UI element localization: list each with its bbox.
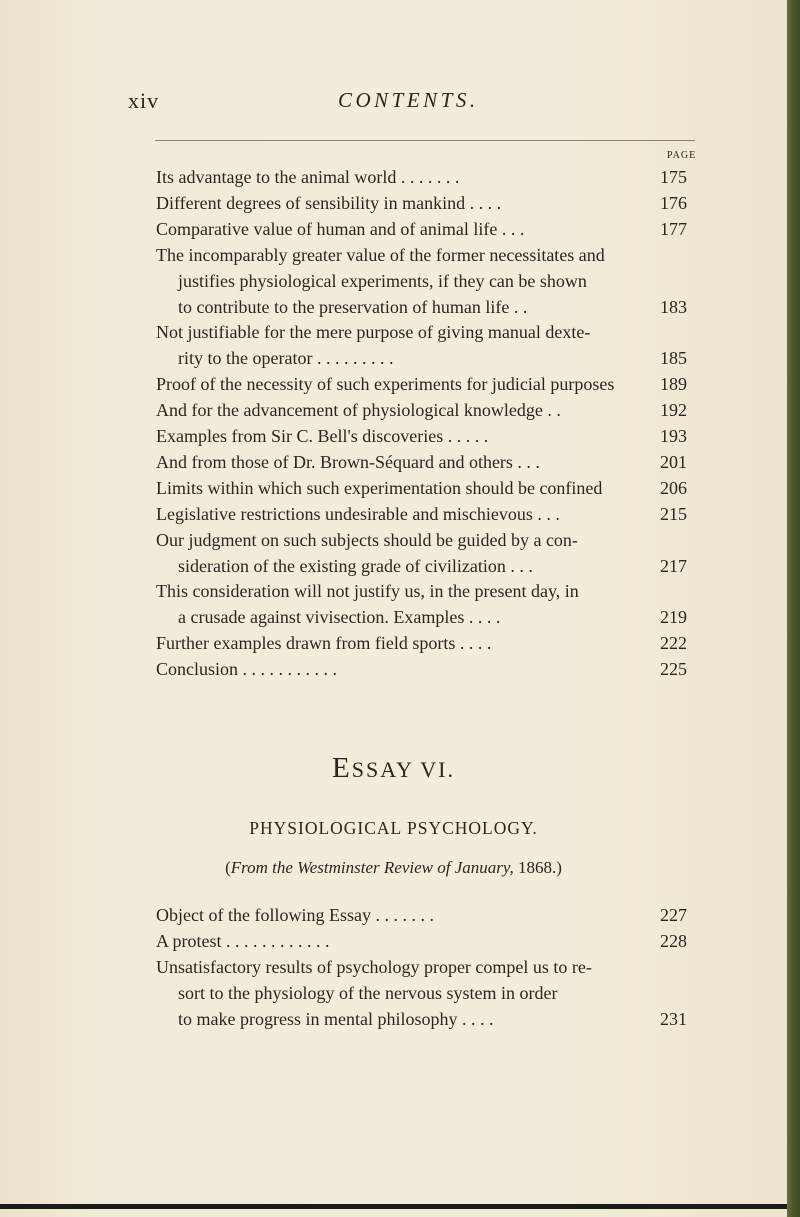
toc-page-number: 228 <box>660 930 687 951</box>
toc-page-number: 193 <box>660 426 687 446</box>
essay-heading-word: E <box>332 752 352 784</box>
toc-entry-text: Legislative restrictions undesirable and mischievous . . . <box>156 503 560 524</box>
toc-entry-text: Examples from Sir C. Bell's discoveries . . . . . <box>156 426 489 446</box>
page-edge-shadow <box>787 0 800 1217</box>
bottom-border <box>0 1204 787 1209</box>
toc-entry-text: Our judgment on such subjects should be guided by a con- <box>156 529 578 550</box>
toc-page-number: 206 <box>660 477 687 498</box>
toc-entry-text: a crusade against vivisection. Examples . . . . <box>178 607 501 628</box>
toc-page-number: 192 <box>660 400 687 421</box>
toc-entry-text: sideration of the existing grade of civilization . . . <box>178 555 533 576</box>
toc-page-number: 177 <box>660 218 687 239</box>
running-title: CONTENTS. <box>338 88 479 112</box>
source-title: From the Westminster Review of January, <box>230 858 514 877</box>
toc-page-number: 175 <box>660 167 687 187</box>
toc-entry-text: to make progress in mental philosophy . . . . <box>178 1008 494 1029</box>
toc-entry-text: Comparative value of human and of animal life . . . <box>156 218 525 239</box>
toc-page-number: 185 <box>660 348 687 369</box>
running-head <box>0 88 787 118</box>
toc-page-number: 219 <box>660 607 687 628</box>
toc-entry-text: A protest . . . . . . . . . . . . <box>156 930 330 951</box>
header-rule <box>155 140 695 141</box>
toc-entry-text: Its advantage to the animal world . . . . . . . <box>156 167 460 187</box>
source-open-paren: ( <box>225 858 231 877</box>
essay-subtitle: PHYSIOLOGICAL PSYCHOLOGY. <box>249 818 538 838</box>
toc-entry-text: And from those of Dr. Brown-Séquard and others . . . <box>156 451 540 472</box>
toc-entry-text: rity to the operator . . . . . . . . . <box>178 348 394 369</box>
toc-entry-text: sort to the physiology of the nervous system in order <box>178 982 558 1003</box>
toc-page-number: 217 <box>660 555 687 576</box>
toc-page-number: 231 <box>660 1008 687 1029</box>
toc-page-number: 176 <box>660 192 687 213</box>
essay-heading-rest: SSAY VI. <box>351 757 455 782</box>
toc-entry-text: The incomparably greater value of the former necessitates and <box>156 244 605 265</box>
toc-page-number: 215 <box>660 503 687 524</box>
page-column-label: PAGE <box>667 150 697 161</box>
toc-page-number: 225 <box>660 659 687 680</box>
essay-heading <box>0 752 787 785</box>
toc-entry-text: Unsatisfactory results of psychology proper compel us to re- <box>156 956 592 977</box>
toc-entry-text: Proof of the necessity of such experiments for judicial purposes <box>156 374 615 395</box>
toc-page-number: 227 <box>660 905 687 925</box>
source-year: 1868.) <box>517 858 562 877</box>
toc-entry-text: Different degrees of sensibility in mankind . . . . <box>156 192 502 213</box>
toc-page-number: 222 <box>660 633 687 654</box>
toc-entry-text: Further examples drawn from field sports . . . . <box>156 633 492 654</box>
toc-entry-text: And for the advancement of physiological knowledge . . <box>156 400 561 421</box>
toc-entry-text: Conclusion . . . . . . . . . . . <box>156 659 338 680</box>
toc-entry-text: justifies physiological experiments, if they can be shown <box>178 270 587 291</box>
essay-source <box>0 858 787 878</box>
toc-page-number: 201 <box>660 451 687 472</box>
toc-entry-text: This consideration will not justify us, in the present day, in <box>156 581 579 602</box>
toc-page-number: 189 <box>660 374 687 395</box>
toc-page-number: 183 <box>660 296 687 317</box>
toc-entry-text: Not justifiable for the mere purpose of giving manual dexte- <box>156 322 591 343</box>
toc-entry-text: Object of the following Essay . . . . . . . <box>156 905 434 925</box>
toc-entry-text: to contribute to the preservation of human life . . <box>178 296 528 317</box>
page-number: xiv <box>128 88 160 113</box>
toc-entry-text: Limits within which such experimentation should be confined <box>156 477 603 498</box>
